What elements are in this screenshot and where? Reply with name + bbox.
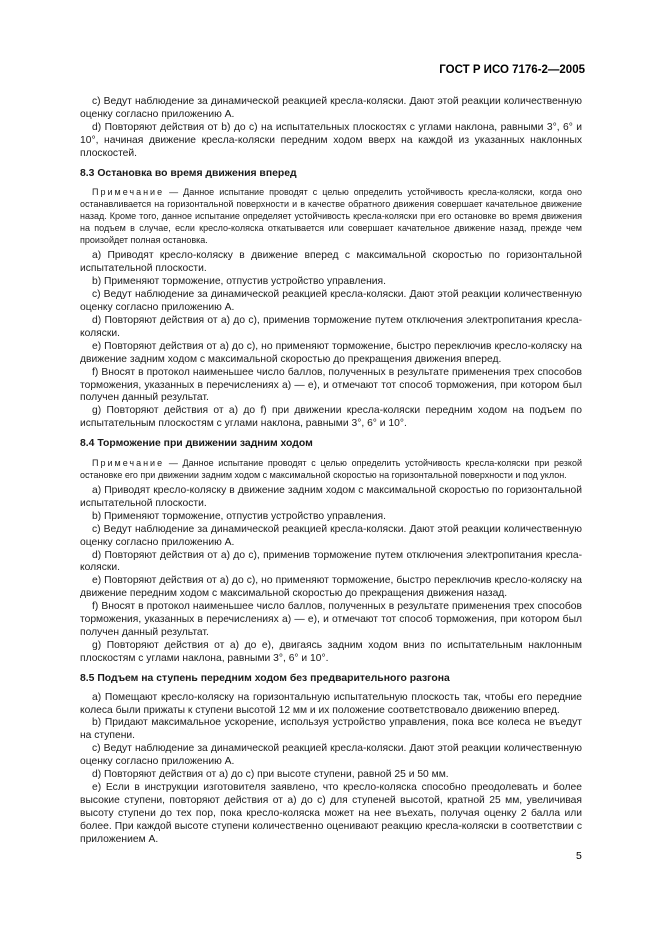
section-8-4-item-b: b) Применяют торможение, отпустив устройство управления. xyxy=(92,510,386,522)
section-8-3-item-g: g) Повторяют действия от a) до f) при движении кресла-коляски передним ходом на подъем по испытательным плоскостям с углами наклона, равными 3°, 6° и 10°. xyxy=(80,405,582,430)
note-text: — Данное испытание проводят с целью определить устойчивость кресла-коляски при резкой остановке его при движении задним ходом с максимальной скоростью на горизонтальной поверхности и под уклон. xyxy=(80,458,582,481)
section-8-5-title: 8.5 Подъем на ступень передним ходом без предварительного разгона xyxy=(80,672,450,684)
section-8-4-item-g: g) Повторяют действия от a) до e), двигаясь задним ходом вниз по испытательным наклонным плоскостям с углами наклона, равными 3°, 6° и 10°. xyxy=(80,639,582,664)
intro-item-d: d) Повторяют действия от b) до c) на испытательных плоскостях с углами наклона, равными 3°, 6° и 10°, начиная движение кресла-коляски передним ходом вверх на каждой из указанных наклонных плоскостей. xyxy=(80,121,582,159)
section-8-4-item-d: d) Повторяют действия от a) до c), применив торможение путем отключения электропитания кресла-коляски. xyxy=(80,549,582,574)
section-8-4-note xyxy=(80,457,582,481)
document-header: ГОСТ Р ИСО 7176-2—2005 xyxy=(439,64,585,76)
note-label: Примечание xyxy=(92,187,165,198)
section-8-4-item-f: f) Вносят в протокол наименьшее число баллов, полученных в результате применения трех способов торможения, указанных в перечислениях a) — e), и отмечают тот способ торможения, при котором был получен данный результат. xyxy=(80,601,582,638)
page-number: 5 xyxy=(576,850,582,862)
section-8-5-item-d: d) Повторяют действия от a) до c) при высоте ступени, равной 25 и 50 мм. xyxy=(92,769,449,781)
section-8-3-note xyxy=(80,186,582,246)
section-8-4-title: 8.4 Торможение при движении задним ходом xyxy=(80,438,313,450)
section-8-3-item-a: a) Приводят кресло-коляску в движение вперед с максимальной скоростью по горизонтальной испытательной плоскости. xyxy=(80,250,582,275)
section-8-3-item-d: d) Повторяют действия от a) до c), применив торможение путем отключения электропитания кресла-коляски. xyxy=(80,314,582,339)
section-8-4-item-c: c) Ведут наблюдение за динамической реакцией кресла-коляски. Дают этой реакции количественную оценку согласно приложению А. xyxy=(80,523,582,548)
note-label: Примечание xyxy=(92,458,165,469)
section-8-3-item-f: f) Вносят в протокол наименьшее число баллов, полученных в результате применения трех способов торможения, указанных в перечислениях a) — e), и отмечают тот способ торможения, при котором был получен данный результат. xyxy=(80,366,582,404)
section-8-3-item-e: e) Повторяют действия от a) до c), но применяют торможение, быстро переключив кресло-коляску на движение задним ходом с максимальной скоростью до прекращения движения вперед. xyxy=(80,340,582,365)
section-8-4-item-e: e) Повторяют действия от a) до c), но применяют торможение, быстро переключив кресло-коляску на движение передним ходом с максимальной скоростью до прекращения движения назад. xyxy=(80,575,582,600)
intro-item-c: c) Ведут наблюдение за динамической реакцией кресла-коляски. Дают этой реакции количественную оценку согласно приложению А. xyxy=(80,96,582,120)
section-8-5-item-c: c) Ведут наблюдение за динамической реакцией кресла-коляски. Дают этой реакции количественную оценку согласно приложению А. xyxy=(80,743,582,768)
document-body xyxy=(80,96,582,847)
section-8-3-item-b: b) Применяют торможение, отпустив устройство управления. xyxy=(92,276,386,288)
section-8-3-item-c: c) Ведут наблюдение за динамической реакцией кресла-коляски. Дают этой реакции количественную оценку согласно приложению А. xyxy=(80,289,582,314)
section-8-5-item-e: e) Если в инструкции изготовителя заявлено, что кресло-коляска способно преодолевать и более высокие ступени, повторяют действия от a) до c) для ступеней высотой, кратной 25 мм, увеличивая высоту ступени до тех пор, пока кресло-коляска может на нее въехать, получая оценку 2 балла или более. При каждой высоте ступени количественно оценивают реакцию кресла-коляски в соответствии с приложением А. xyxy=(80,781,582,845)
section-8-3-title: 8.3 Остановка во время движения вперед xyxy=(80,167,297,179)
section-8-5-item-a: a) Помещают кресло-коляску на горизонтальную испытательную плоскость так, чтобы его передние колеса были прижаты к ступени высотой 12 мм и их положение соответствовало движению вперед. xyxy=(80,691,582,716)
section-8-5-item-b: b) Придают максимальное ускорение, используя устройство управления, пока все колеса не въедут на ступени. xyxy=(80,717,582,742)
note-text: — Данное испытание проводят с целью определить устойчивость кресла-коляски, когда оно останавливается на горизонтальной поверхности и в качестве обратного движения совершает качательное движение назад. Кроме того, данное испытание определяет устойчивость кресла-коляски при его остановке во время движения на подъем в случае, если кресло-коляска откатывается или совершает качательное движение назад, прежде чем произойдет полная остановка. xyxy=(80,187,582,246)
section-8-4-item-a: a) Приводят кресло-коляску в движение задним ходом с максимальной скоростью по горизонтальной испытательной плоскости. xyxy=(80,485,582,509)
